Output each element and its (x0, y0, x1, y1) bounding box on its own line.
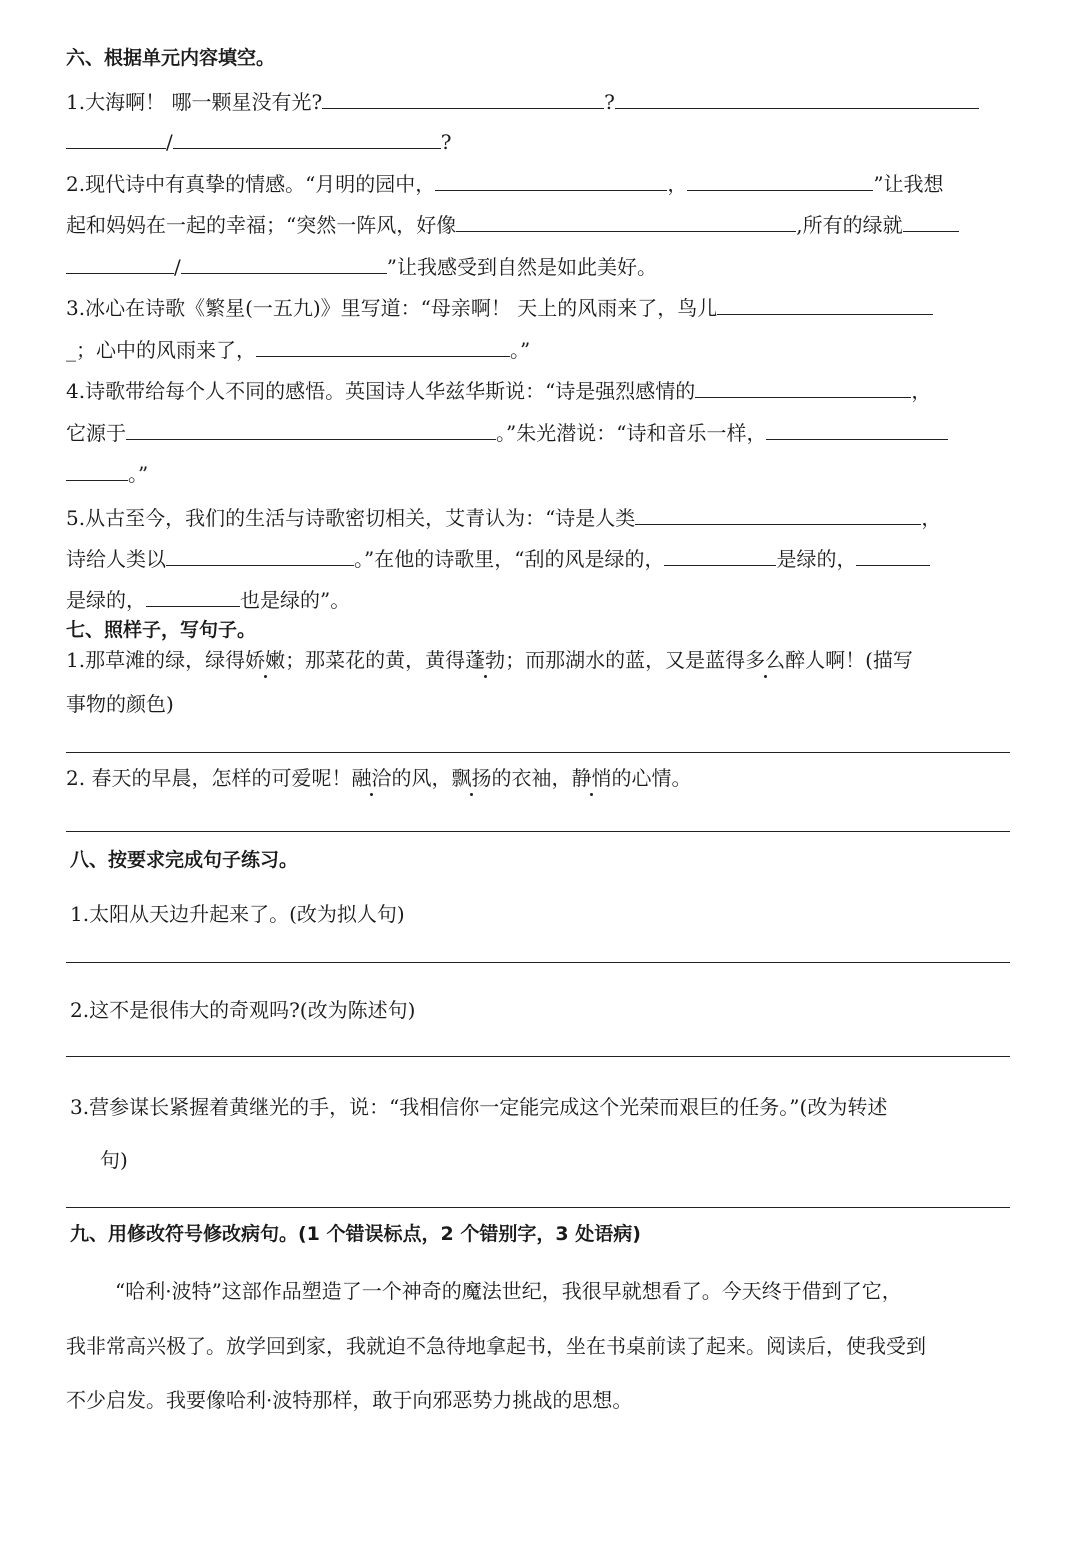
comma: ， (921, 506, 942, 530)
blank[interactable] (456, 209, 796, 232)
blank[interactable] (66, 458, 128, 481)
section-7-title: 七、照样子，写句子。 (66, 619, 257, 641)
q6-4-text2: 它源于 (66, 421, 126, 445)
q6-2-tail: ”让我想 (873, 172, 944, 196)
blank[interactable] (615, 86, 979, 109)
q6-2-text4: ”让我感受到自然是如此美好。 (386, 255, 657, 279)
blank[interactable] (166, 543, 354, 566)
q6-5-line1 (66, 502, 941, 530)
q6-2-line2 (66, 209, 959, 237)
q8-3-cont: 句) (100, 1148, 128, 1172)
q6-5-text5: 是绿的， (66, 588, 146, 612)
blank[interactable] (856, 543, 930, 566)
q6-1-text: 1.大海啊！ 哪一颗星没有光? (66, 90, 323, 114)
paragraph-line-2: 我非常高兴极了。放学回到家，我就迫不急待地拿起书，坐在书桌前读了起来。阅读后，使我受到 (66, 1334, 926, 1358)
q7-2-part: 的风， (391, 766, 452, 790)
dotted-word: 蓝得多么醉人 (705, 648, 826, 672)
dotted-word: 娇嫩 (245, 648, 286, 672)
blank[interactable] (903, 209, 959, 232)
q7-1-line1 (66, 646, 913, 674)
q7-2 (66, 764, 691, 792)
blank[interactable] (717, 292, 933, 315)
answer-line[interactable] (66, 962, 1010, 963)
paragraph-line-3: 不少启发。我要像哈利·波特那样，敢于向邪恶势力挑战的思想。 (66, 1388, 633, 1412)
q6-3-end: 。” (510, 338, 531, 362)
section-6-title: 六、根据单元内容填空。 (66, 47, 276, 69)
blank[interactable] (126, 417, 496, 440)
blank[interactable] (146, 584, 240, 607)
q7-1-line2: 事物的颜色) (66, 692, 174, 716)
q6-3-line2 (66, 334, 530, 362)
q8-2: 2.这不是很伟大的奇观吗?(改为陈述句) (70, 998, 416, 1022)
comma: ， (911, 379, 932, 403)
q6-1-line2 (66, 126, 451, 154)
q6-5-text4: 是绿的， (776, 547, 857, 571)
q7-2-part: 的心情。 (611, 766, 692, 790)
blank[interactable] (435, 168, 667, 191)
q6-1-end: ? (440, 130, 452, 154)
q6-5-line3 (66, 584, 350, 612)
q6-4-text3: 。”朱光潜说：“诗和音乐一样， (496, 421, 767, 445)
blank[interactable] (66, 126, 166, 149)
q6-3-text: 3.冰心在诗歌《繁星(一五九)》里写道：“母亲啊！ 天上的风雨来了，鸟儿 (66, 296, 718, 320)
q7-1-part: ；而那湖水的蓝，又是 (505, 648, 706, 672)
blank[interactable] (256, 334, 510, 357)
blank[interactable] (766, 417, 948, 440)
answer-line[interactable] (66, 752, 1010, 753)
q7-2-part: 2. 春天的早晨，怎样的可爱呢！ (66, 766, 352, 790)
q8-3: 3.营参谋长紧握着黄继光的手，说：“我相信你一定能完成这个光荣而艰巨的任务。”(改为转述 (70, 1095, 888, 1119)
q6-5-line2 (66, 543, 930, 571)
blank[interactable] (322, 86, 604, 109)
q6-2-text3: ,所有的绿就 (796, 213, 903, 237)
dotted-word: 静悄 (571, 766, 612, 790)
dotted-word: 蓬勃 (465, 648, 506, 672)
blank[interactable] (687, 168, 873, 191)
q7-2-part: 的衣袖， (491, 766, 572, 790)
q7-1-part: 1.那草滩的绿，绿得 (66, 648, 246, 672)
q6-1-line1 (66, 86, 979, 114)
q6-5-end: 也是绿的”。 (240, 588, 351, 612)
section-9-title: 九、用修改符号修改病句。(1 个错误标点，2 个错别字，3 处语病) (70, 1223, 641, 1245)
q6-4-text: 4.诗歌带给每个人不同的感悟。英国诗人华兹华斯说：“诗是强烈感情的 (66, 379, 696, 403)
q6-4-end: 。” (128, 462, 149, 486)
q6-5-text2: 诗给人类以 (66, 547, 166, 571)
q6-2-text: 2.现代诗中有真挚的情感。“月明的园中， (66, 172, 436, 196)
dotted-word: 飘扬 (451, 766, 492, 790)
q6-3-line1 (66, 292, 933, 320)
section-8-title: 八、按要求完成句子练习。 (70, 849, 299, 871)
q7-1-part: ；那菜花的黄，黄得 (285, 648, 466, 672)
blank[interactable] (695, 375, 911, 398)
paragraph-line-1: “哈利·波特”这部作品塑造了一个神奇的魔法世纪，我很早就想看了。今天终于借到了它， (115, 1279, 902, 1303)
blank[interactable] (635, 502, 921, 525)
q6-2-text2: 起和妈妈在一起的幸福；“突然一阵风，好像 (66, 213, 457, 237)
blank[interactable] (664, 543, 776, 566)
answer-line[interactable] (66, 1056, 1010, 1057)
slash: / (174, 255, 181, 279)
q7-1-part: 啊！(描写 (825, 648, 913, 672)
q6-5-text3: 。”在他的诗歌里，“刮的风是绿的， (354, 547, 665, 571)
slash: / (166, 130, 173, 154)
q6-4-line3 (66, 458, 148, 486)
blank[interactable] (181, 251, 387, 274)
answer-line[interactable] (66, 831, 1010, 832)
q6-2-line1 (66, 168, 944, 196)
comma: ， (667, 172, 688, 196)
q6-1-q: ? (604, 90, 615, 114)
dotted-word: 融洽 (351, 766, 392, 790)
blank[interactable] (173, 126, 441, 149)
q6-3-text2: _；心中的风雨来了， (66, 338, 256, 362)
q6-4-line1 (66, 375, 931, 403)
q6-5-text: 5.从古至今，我们的生活与诗歌密切相关，艾青认为：“诗是人类 (66, 506, 636, 530)
blank[interactable] (66, 251, 174, 274)
q8-1: 1.太阳从天边升起来了。(改为拟人句) (70, 902, 405, 926)
answer-line[interactable] (66, 1207, 1010, 1208)
q6-4-line2 (66, 417, 948, 445)
q6-2-line3 (66, 251, 657, 279)
